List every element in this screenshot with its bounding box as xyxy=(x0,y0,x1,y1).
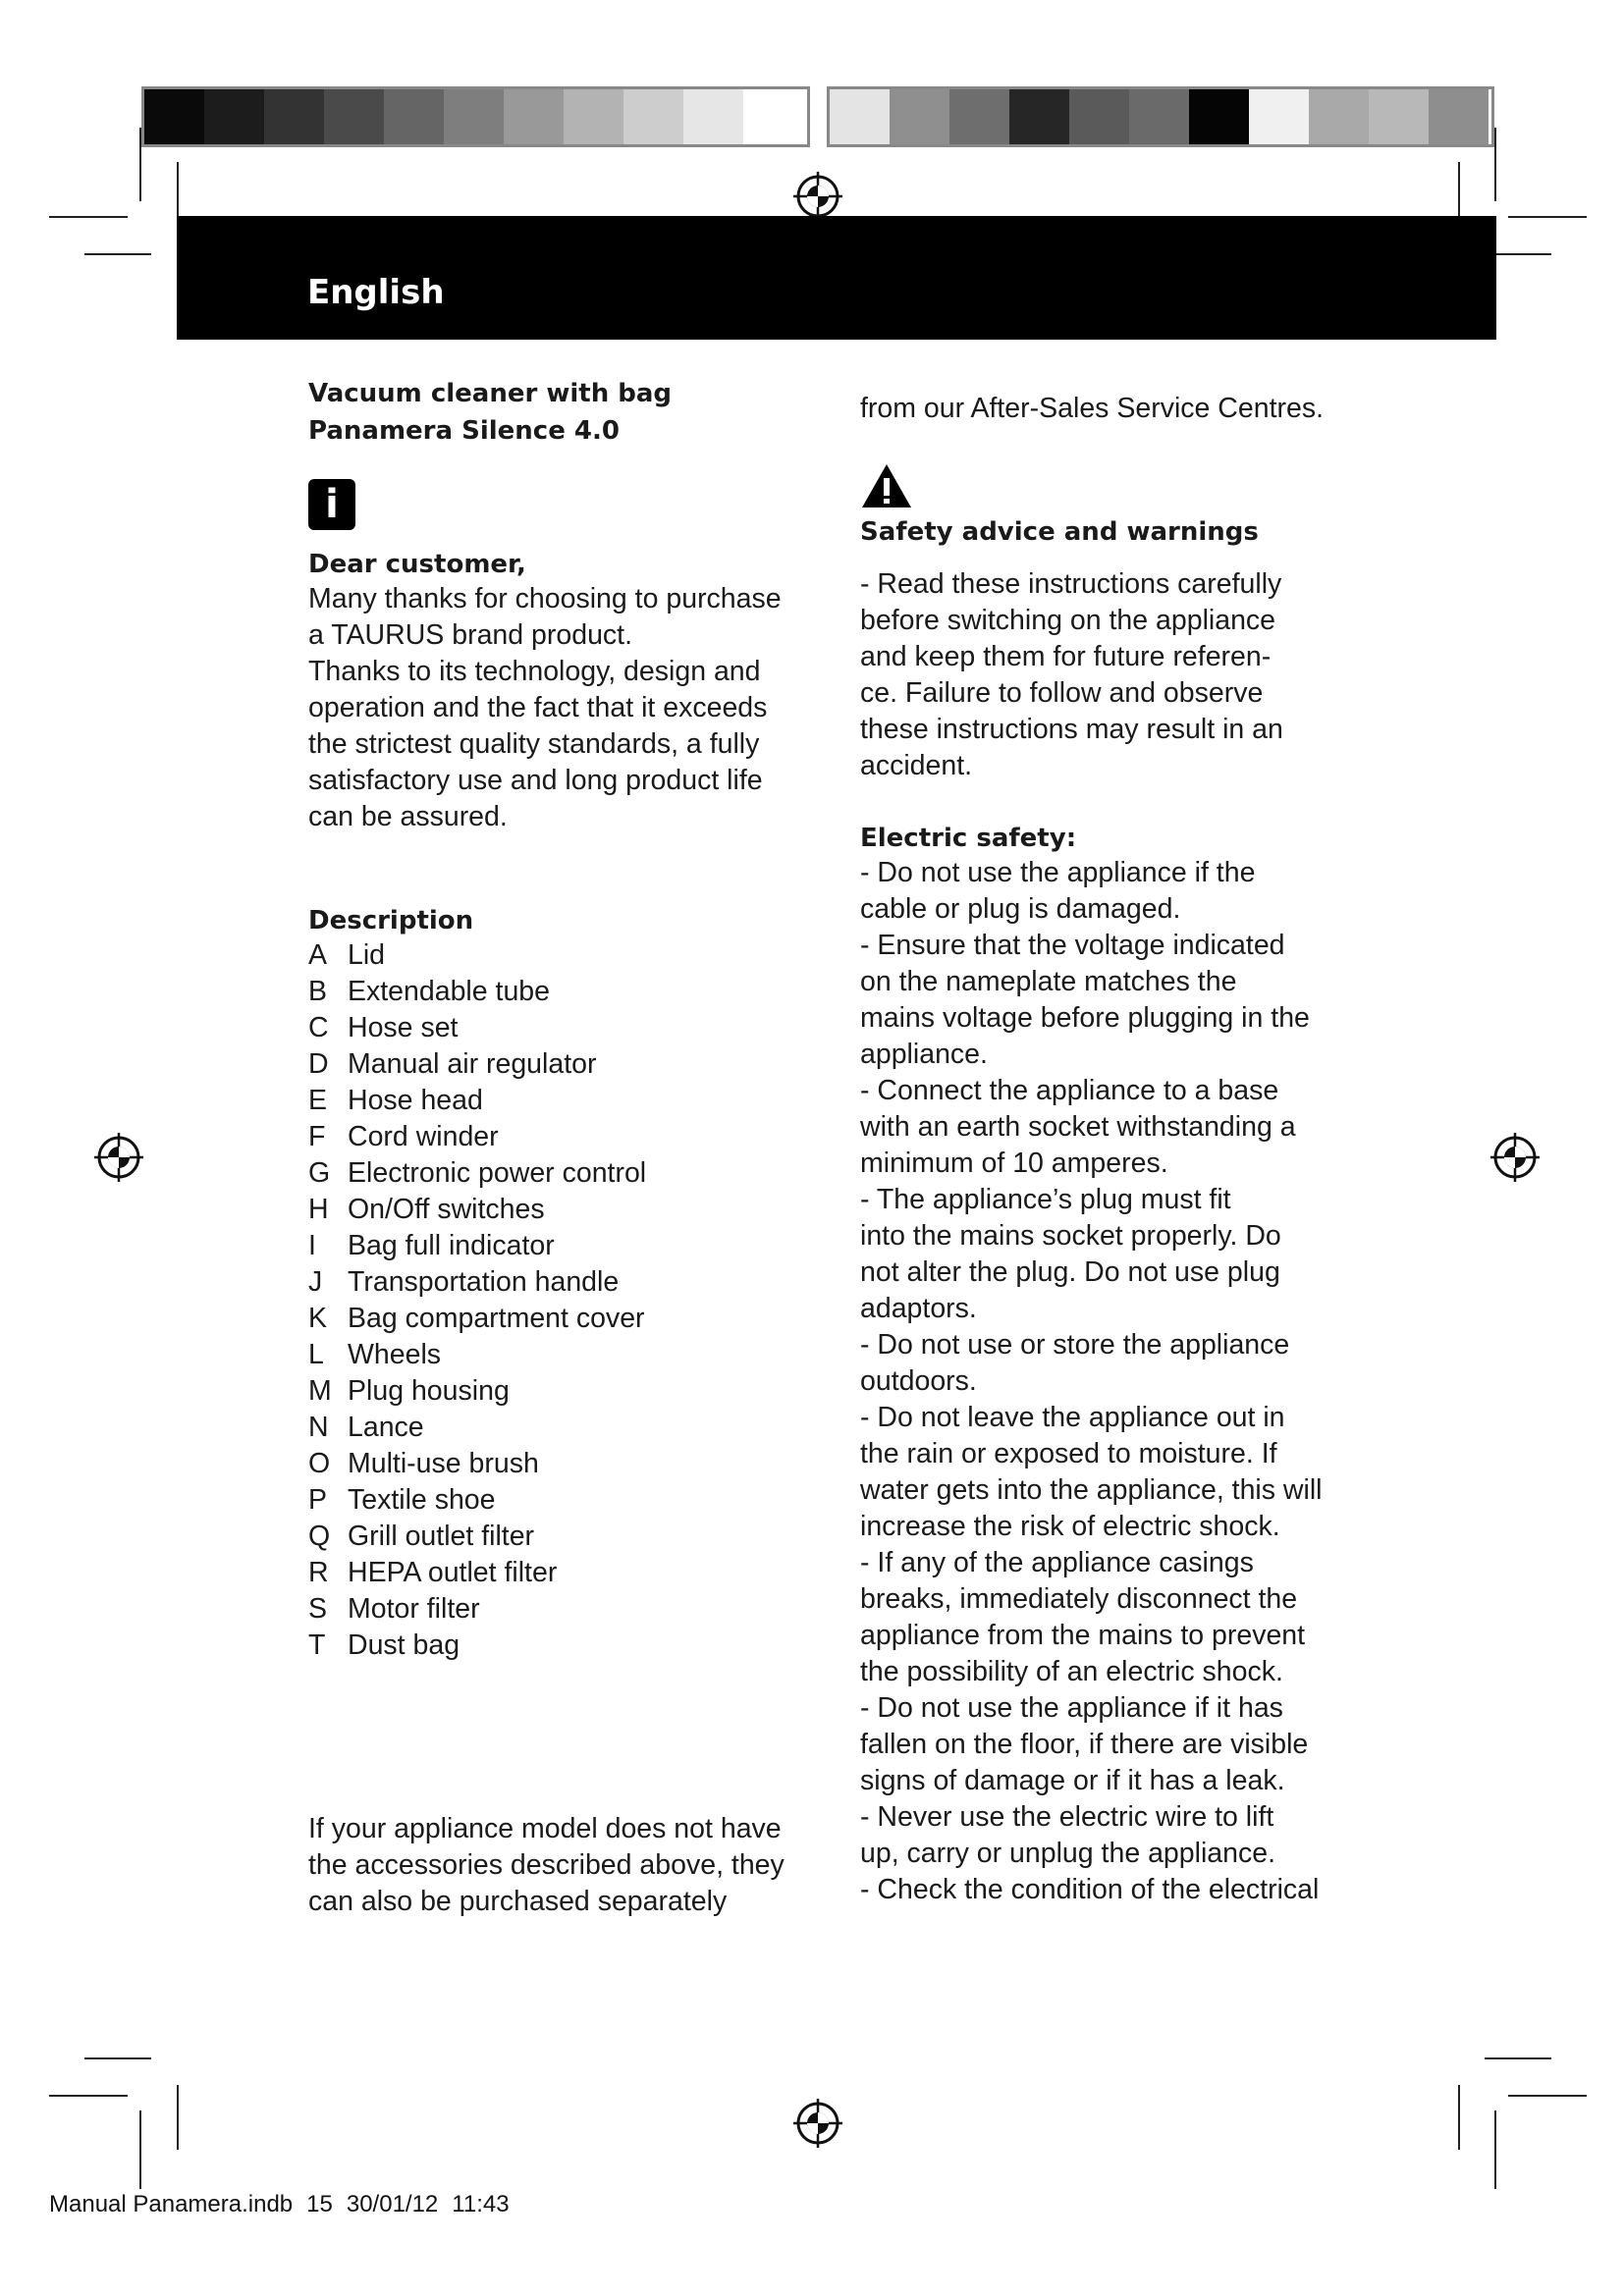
safety-line: accident. xyxy=(860,750,973,781)
safety-line: and keep them for future referen- xyxy=(860,641,1272,672)
intro-text xyxy=(308,581,819,835)
description-item: G Electronic power control xyxy=(308,1157,647,1189)
crop-mark xyxy=(177,2085,179,2150)
accessories-note-continuation: from our After-Sales Service Centres. xyxy=(860,393,1325,424)
description-item: A Lid xyxy=(308,939,386,971)
electric-line: - The appliance’s plug must fit xyxy=(860,1184,1231,1215)
crop-mark xyxy=(177,162,179,216)
product-title-line2: Panamera Silence 4.0 xyxy=(308,416,620,446)
safety-line: - Read these instructions carefully xyxy=(860,568,1282,600)
color-swatch xyxy=(623,89,683,144)
slug-time: 11:43 xyxy=(452,2191,510,2217)
crop-mark xyxy=(1458,2085,1460,2150)
description-item: D Manual air regulator xyxy=(308,1048,597,1080)
registration-target-icon xyxy=(793,172,842,221)
accessories-note xyxy=(308,1811,819,1920)
description-item: E Hose head xyxy=(308,1085,483,1116)
registration-target-icon xyxy=(1490,1133,1540,1182)
safety-line: before switching on the appliance xyxy=(860,605,1276,636)
description-item: T Dust bag xyxy=(308,1629,460,1661)
description-item: L Wheels xyxy=(308,1339,442,1370)
color-swatch xyxy=(683,89,743,144)
color-swatch xyxy=(1069,89,1129,144)
description-heading: Description xyxy=(308,906,474,935)
electric-line: the rain or exposed to moisture. If xyxy=(860,1438,1277,1469)
product-title-line1: Vacuum cleaner with bag xyxy=(308,379,673,408)
safety-heading: Safety advice and warnings xyxy=(860,517,1259,547)
electric-line: signs of damage or if it has a leak. xyxy=(860,1765,1285,1796)
color-bar-right xyxy=(827,86,1494,147)
description-item: H On/Off switches xyxy=(308,1194,545,1225)
color-swatch xyxy=(890,89,949,144)
intro-line: operation and the fact that it exceeds xyxy=(308,692,768,723)
color-swatch xyxy=(144,89,204,144)
description-item: Q Grill outlet filter xyxy=(308,1521,535,1552)
description-item: J Transportation handle xyxy=(308,1266,620,1298)
description-item: O Multi-use brush xyxy=(308,1448,539,1479)
crop-mark xyxy=(1485,2057,1551,2059)
crop-mark xyxy=(84,2057,151,2059)
intro-line: satisfactory use and long product life xyxy=(308,765,763,796)
electric-line: increase the risk of electric shock. xyxy=(860,1511,1280,1542)
left-column xyxy=(308,375,819,1920)
color-swatch xyxy=(504,89,564,144)
right-column xyxy=(860,391,1390,1908)
crop-mark xyxy=(49,2095,128,2097)
electric-line: the possibility of an electric shock. xyxy=(860,1656,1283,1687)
color-swatch xyxy=(564,89,623,144)
electric-line: - Do not leave the appliance out in xyxy=(860,1402,1285,1433)
slug-filename: Manual Panamera.indb xyxy=(49,2191,294,2217)
safety-line: these instructions may result in an xyxy=(860,714,1283,745)
electric-safety-text xyxy=(860,855,1390,1908)
electric-line: - Do not use or store the appliance xyxy=(860,1329,1290,1361)
language-title: English xyxy=(307,273,445,312)
color-swatch xyxy=(949,89,1009,144)
description-item: I Bag full indicator xyxy=(308,1230,555,1261)
intro-line: Thanks to its technology, design and xyxy=(308,656,761,687)
crop-mark xyxy=(1508,2095,1587,2097)
electric-line: with an earth socket withstanding a xyxy=(860,1111,1296,1143)
description-item: M Plug housing xyxy=(308,1375,510,1407)
electric-line: minimum of 10 amperes. xyxy=(860,1148,1168,1179)
description-item: P Textile shoe xyxy=(308,1484,496,1516)
color-swatch xyxy=(1009,89,1069,144)
crop-mark xyxy=(84,253,151,255)
color-swatch xyxy=(264,89,324,144)
electric-line: into the mains socket properly. Do xyxy=(860,1220,1281,1252)
color-swatch xyxy=(1309,89,1369,144)
description-item: N Lance xyxy=(308,1412,424,1443)
info-icon: i xyxy=(308,479,355,530)
electric-line: on the nameplate matches the xyxy=(860,966,1237,997)
color-swatch xyxy=(830,89,890,144)
color-swatch xyxy=(204,89,264,144)
electric-line: fallen on the floor, if there are visible xyxy=(860,1729,1309,1760)
safety-intro xyxy=(860,566,1390,784)
color-bar-left xyxy=(141,86,810,147)
description-item: C Hose set xyxy=(308,1012,459,1043)
electric-line: water gets into the appliance, this will xyxy=(860,1474,1323,1506)
electric-line: - Check the condition of the electrical xyxy=(860,1874,1320,1905)
color-swatch xyxy=(1429,89,1489,144)
color-swatch xyxy=(384,89,444,144)
color-swatch xyxy=(1189,89,1249,144)
crop-mark xyxy=(139,128,141,201)
description-item: F Cord winder xyxy=(308,1121,499,1152)
electric-line: appliance. xyxy=(860,1039,988,1070)
color-swatch xyxy=(1249,89,1309,144)
registration-target-icon xyxy=(94,1133,143,1182)
description-item: B Extendable tube xyxy=(308,976,550,1007)
accessories-line: the accessories described above, they xyxy=(308,1849,785,1881)
color-swatch xyxy=(1369,89,1429,144)
crop-mark xyxy=(1494,2110,1496,2189)
electric-line: mains voltage before plugging in the xyxy=(860,1002,1310,1034)
color-swatch xyxy=(444,89,504,144)
intro-line: the strictest quality standards, a fully xyxy=(308,728,760,760)
intro-line: can be assured. xyxy=(308,801,508,832)
color-swatch xyxy=(1129,89,1189,144)
electric-line: outdoors. xyxy=(860,1365,977,1397)
intro-line: Many thanks for choosing to purchase xyxy=(308,583,782,614)
electric-line: - Do not use the appliance if it has xyxy=(860,1692,1283,1724)
electric-line: cable or plug is damaged. xyxy=(860,893,1181,925)
accessories-line: If your appliance model does not have xyxy=(308,1813,782,1844)
description-list xyxy=(308,937,819,1664)
electric-line: - Do not use the appliance if the xyxy=(860,857,1256,888)
registration-target-icon xyxy=(793,2099,842,2148)
electric-safety-heading: Electric safety: xyxy=(860,824,1077,853)
crop-mark xyxy=(139,2110,141,2189)
electric-line: - If any of the appliance casings xyxy=(860,1547,1254,1578)
description-item: S Motor filter xyxy=(308,1593,480,1625)
crop-mark xyxy=(1508,216,1587,218)
intro-heading: Dear customer, xyxy=(308,550,526,579)
electric-line: - Connect the appliance to a base xyxy=(860,1075,1279,1106)
electric-line: not alter the plug. Do not use plug xyxy=(860,1256,1280,1288)
electric-line: adaptors. xyxy=(860,1293,977,1324)
intro-line: a TAURUS brand product. xyxy=(308,619,633,651)
print-slug xyxy=(49,2191,523,2218)
electric-line: - Never use the electric wire to lift xyxy=(860,1801,1274,1833)
color-swatch xyxy=(743,89,803,144)
description-item: K Bag compartment cover xyxy=(308,1303,645,1334)
electric-line: up, carry or unplug the appliance. xyxy=(860,1838,1276,1869)
electric-line: - Ensure that the voltage indicated xyxy=(860,930,1285,961)
accessories-line: can also be purchased separately xyxy=(308,1886,728,1917)
warning-icon xyxy=(860,462,913,509)
safety-line: ce. Failure to follow and observe xyxy=(860,677,1264,709)
crop-mark xyxy=(49,216,128,218)
slug-page: 15 xyxy=(306,2191,333,2217)
crop-mark xyxy=(1494,128,1496,201)
description-item: R HEPA outlet filter xyxy=(308,1557,558,1588)
electric-line: breaks, immediately disconnect the xyxy=(860,1583,1298,1615)
language-header-band xyxy=(177,216,1496,340)
electric-line: appliance from the mains to prevent xyxy=(860,1620,1306,1651)
slug-date: 30/01/12 xyxy=(346,2191,439,2217)
color-swatch xyxy=(324,89,384,144)
